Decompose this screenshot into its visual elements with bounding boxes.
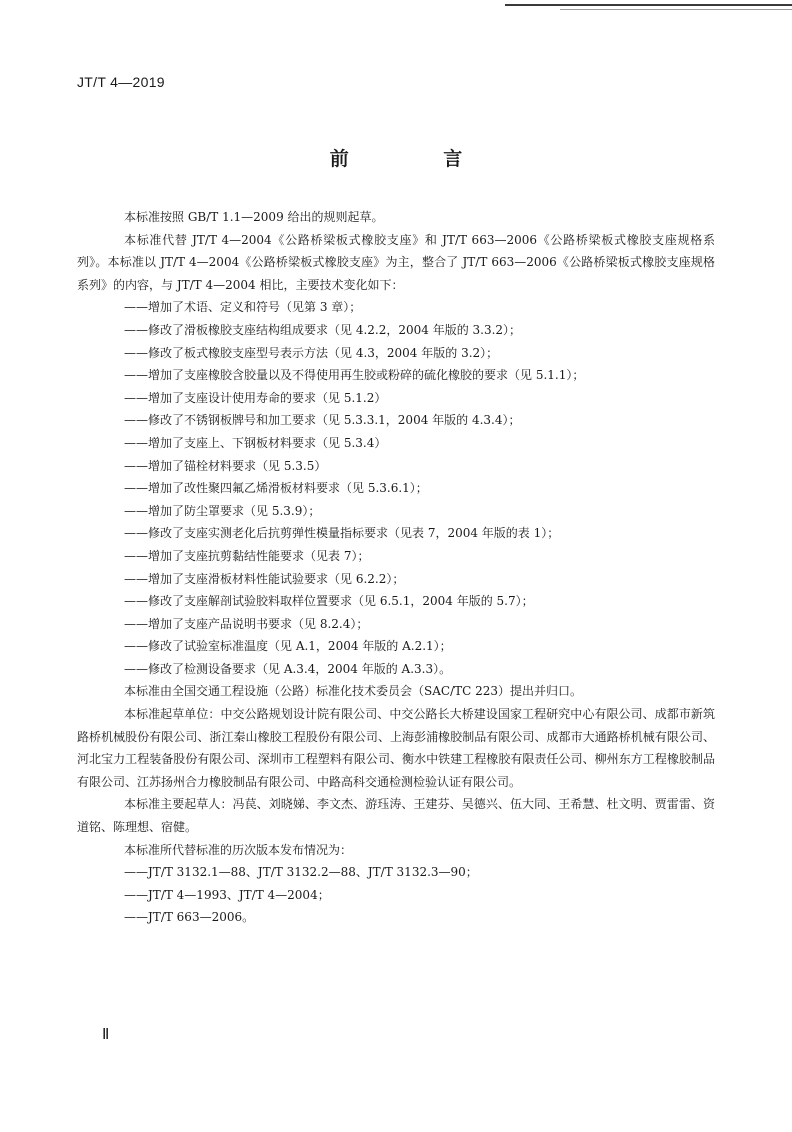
- list-item: ——修改了支座实测老化后抗剪弹性模量指标要求（见表 7，2004 年版的表 1）；: [124, 526, 560, 541]
- list-item: ——修改了试验室标准温度（见 A.1，2004 年版的 A.2.1）；: [124, 639, 452, 654]
- list-item: ——增加了锚栓材料要求（见 5.3.5）: [124, 458, 327, 473]
- history-list: [115, 861, 715, 929]
- standard-code-header: JT/T 4—2019: [77, 74, 165, 90]
- list-item: ——修改了检测设备要求（见 A.3.4，2004 年版的 A.3.3）。: [124, 661, 452, 676]
- scan-artifact-line: [560, 9, 792, 10]
- paragraph: 本标准所代替标准的历次版本发布情况为：: [124, 842, 353, 857]
- list-item: ——JT/T 3132.1—88、JT/T 3132.2—88、JT/T 3132.3—90；: [124, 865, 478, 880]
- paragraph: 本标准主要起草人：冯苠、刘晓娣、李文杰、游珏涛、王建芬、吴德兴、伍大同、王希慧、杜文明、贾雷雷、资道铭、陈理想、宿健。: [77, 797, 715, 835]
- changes-list: [115, 296, 715, 680]
- page-number: Ⅱ: [102, 1027, 110, 1043]
- paragraph: 本标准按照 GB/T 1.1—2009 给出的规则起草。: [124, 210, 384, 224]
- list-item: ——JT/T 4—1993、JT/T 4—2004；: [124, 887, 330, 902]
- paragraph: 本标准由全国交通工程设施（公路）标准化技术委员会（SAC/TC 223）提出并归口。: [124, 684, 583, 699]
- list-item: ——增加了支座产品说明书要求（见 8.2.4）；: [124, 616, 369, 631]
- list-item: ——修改了不锈钢板牌号和加工要求（见 5.3.3.1，2004 年版的 4.3.4）；: [124, 413, 521, 428]
- list-item: ——增加了改性聚四氟乙烯滑板材料要求（见 5.3.6.1）；: [124, 481, 428, 496]
- list-item: ——增加了支座橡胶含胶量以及不得使用再生胶或粉碎的硫化橡胶的要求（见 5.1.1）；: [124, 368, 585, 383]
- list-item: ——增加了支座抗剪黏结性能要求（见表 7）；: [124, 548, 370, 563]
- list-item: ——增加了支座滑板材料性能试验要求（见 6.2.2）；: [124, 571, 405, 586]
- list-item: ——增加了术语、定义和符号（见第 3 章）；: [124, 300, 362, 315]
- list-item: ——增加了支座上、下钢板材料要求（见 5.3.4）: [124, 435, 387, 450]
- list-item: ——增加了防尘罩要求（见 5.3.9）；: [124, 503, 321, 518]
- paragraph: 本标准起草单位：中交公路规划设计院有限公司、中交公路长大桥建设国家工程研究中心有限公司、成都市新筑路桥机械股份有限公司、浙江秦山橡胶工程股份有限公司、上海彭浦橡胶制品有限公司、成都市大通路桥机械有限公司、河北宝力工程装备股份有限公司、深圳市工程塑料有限公司、衡水中铁建工程橡胶有限责任公司、柳州东方工程橡胶制品有限公司、江苏扬州合力橡胶制品有限公司、中路高科交通检测检验认证有限公司。: [77, 707, 715, 789]
- document-body: [77, 206, 715, 929]
- page-title: 前 言: [329, 148, 507, 170]
- list-item: ——JT/T 663—2006。: [124, 910, 255, 925]
- list-item: ——修改了滑板橡胶支座结构组成要求（见 4.2.2，2004 年版的 3.3.2）；: [124, 322, 522, 337]
- list-item: ——增加了支座设计使用寿命的要求（见 5.1.2）: [124, 390, 387, 405]
- paragraph: 本标准代替 JT/T 4—2004《公路桥梁板式橡胶支座》和 JT/T 663—2006《公路桥梁板式橡胶支座规格系列》。本标准以 JT/T 4—2004《公路桥梁板式橡胶支座》为主，整合了 JT/T 663—2006《公路桥梁板式橡胶支座规格系列》的内容，与 JT/T 4—2004 相比，主要技术变化如下：: [77, 232, 715, 292]
- list-item: ——修改了板式橡胶支座型号表示方法（见 4.3，2004 年版的 3.2）；: [124, 345, 499, 360]
- scan-artifact-line: [505, 4, 792, 6]
- list-item: ——修改了支座解剖试验胶料取样位置要求（见 6.5.1，2004 年版的 5.7）；: [124, 594, 534, 609]
